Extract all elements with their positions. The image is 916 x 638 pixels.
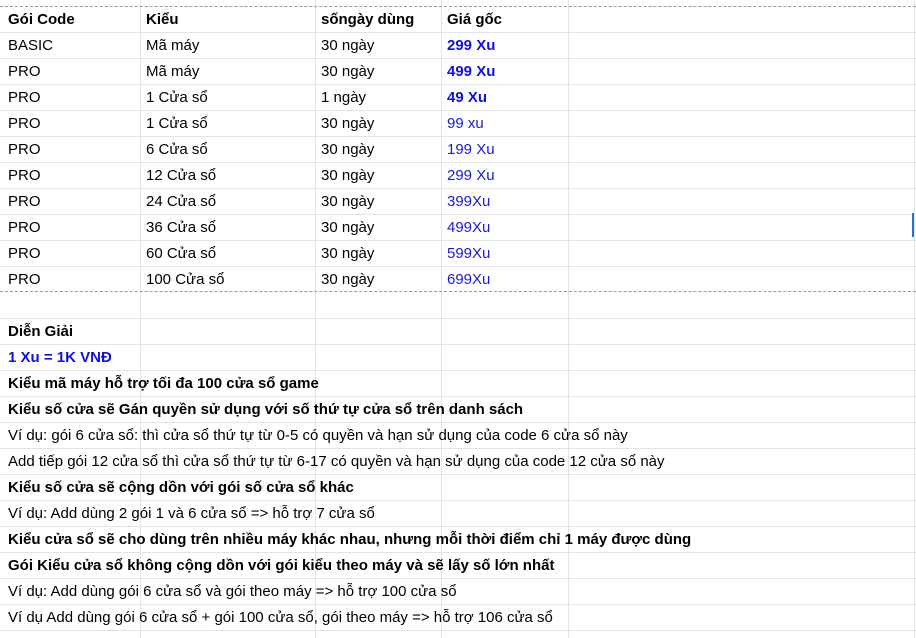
note-line[interactable]: Gói Kiểu cửa sổ không cộng dồn với gói kiểu theo máy và sẽ lấy số lớn nhất [8,557,555,574]
header-row [0,7,916,33]
price-cell[interactable]: 499 Xu [447,63,496,80]
price-cell[interactable]: 599Xu [447,245,491,262]
type-cell[interactable]: 12 Cửa sổ [146,167,217,184]
table-row [0,189,916,215]
header-cell[interactable]: Kiểu [146,11,179,28]
code-cell[interactable]: PRO [8,193,41,210]
type-cell[interactable]: Mã máy [146,63,200,80]
note-line[interactable]: Kiểu cửa sổ sẽ cho dùng trên nhiều máy khác nhau, nhưng mỗi thời điểm chỉ 1 máy được dùng [8,531,692,548]
type-cell[interactable]: 1 Cửa sổ [146,89,208,106]
note-example[interactable]: Ví dụ: Add dùng 2 gói 1 và 6 cửa sổ => hỗ trợ 7 cửa sổ [8,505,375,522]
price-cell[interactable]: 199 Xu [447,141,495,158]
days-cell[interactable]: 1 ngày [321,89,367,106]
price-cell[interactable]: 299 Xu [447,167,495,184]
days-cell[interactable]: 30 ngày [321,167,375,184]
type-cell[interactable]: 36 Cửa sổ [146,219,217,236]
price-cell[interactable]: 99 xu [447,115,484,132]
type-cell[interactable]: Mã máy [146,37,200,54]
days-cell[interactable]: 30 ngày [321,193,375,210]
note-example[interactable]: Ví dụ: Add dùng gói 6 cửa sổ và gói theo máy => hỗ trợ 100 cửa sổ [8,583,457,600]
note-example[interactable]: Ví dụ Add dùng gói 6 cửa sổ + gói 100 cửa sổ, gói theo máy => hỗ trợ 106 cửa sổ [8,609,553,626]
table-row [0,163,916,189]
days-cell[interactable]: 30 ngày [321,245,375,262]
code-cell[interactable]: BASIC [8,37,54,54]
table-row [0,267,916,293]
code-cell[interactable]: PRO [8,89,41,106]
code-cell[interactable]: PRO [8,167,41,184]
code-cell[interactable]: PRO [8,115,41,132]
type-cell[interactable]: 24 Cửa sổ [146,193,217,210]
days-cell[interactable]: 30 ngày [321,63,375,80]
code-cell[interactable]: PRO [8,141,41,158]
table-row [0,33,916,59]
note-exchange-rate[interactable]: 1 Xu = 1K VNĐ [8,349,112,366]
days-cell[interactable]: 30 ngày [321,115,375,132]
table-row [0,59,916,85]
table-row [0,137,916,163]
days-cell[interactable]: 30 ngày [321,271,375,288]
type-cell[interactable]: 6 Cửa sổ [146,141,208,158]
price-cell[interactable]: 499Xu [447,219,491,236]
note-line[interactable]: Kiểu mã máy hỗ trợ tối đa 100 cửa sổ game [8,375,319,392]
note-example[interactable]: Ví dụ: gói 6 cửa sổ: thì cửa sổ thứ tự từ 0-5 có quyền và hạn sử dụng của code 6 cửa sổ này [8,427,628,444]
notes-title[interactable]: Diễn Giải [8,323,74,340]
note-example[interactable]: Add tiếp gói 12 cửa sổ thì cửa sổ thứ tự từ 6-17 có quyền và hạn sử dụng của code 12 cửa sổ này [8,453,665,470]
price-cell[interactable]: 49 Xu [447,89,488,106]
code-cell[interactable]: PRO [8,63,41,80]
note-line[interactable]: Kiểu số cửa sẽ cộng dồn với gói số cửa sổ khác [8,479,354,496]
price-cell[interactable]: 399Xu [447,193,491,210]
code-cell[interactable]: PRO [8,245,41,262]
table-row [0,215,916,241]
header-cell[interactable]: Gói Code [8,11,75,28]
type-cell[interactable]: 1 Cửa sổ [146,115,208,132]
table-row [0,241,916,267]
type-cell[interactable]: 60 Cửa sổ [146,245,217,262]
type-cell[interactable]: 100 Cửa sổ [146,271,225,288]
note-line[interactable]: Kiểu số cửa sẽ Gán quyền sử dụng với số thứ tự cửa sổ trên danh sách [8,401,524,418]
price-cell[interactable]: 299 Xu [447,37,496,54]
header-cell[interactable]: Giá gốc [447,11,503,28]
price-cell[interactable]: 699Xu [447,271,491,288]
table-row [0,111,916,137]
table-row [0,85,916,111]
days-cell[interactable]: 30 ngày [321,141,375,158]
code-cell[interactable]: PRO [8,271,41,288]
header-cell[interactable]: sốngày dùng [321,11,415,28]
days-cell[interactable]: 30 ngày [321,219,375,236]
code-cell[interactable]: PRO [8,219,41,236]
days-cell[interactable]: 30 ngày [321,37,375,54]
